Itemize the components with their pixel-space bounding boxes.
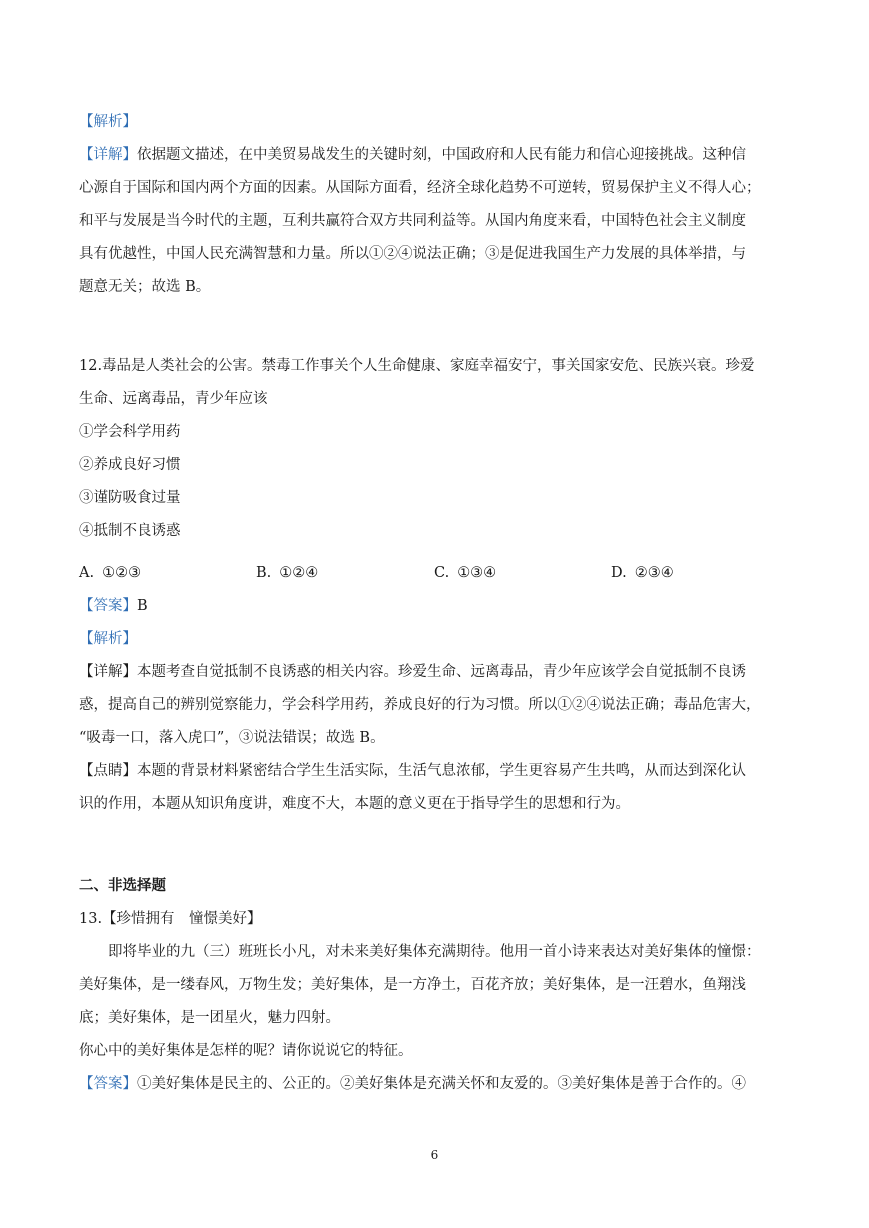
option-c: C. ①③④ <box>434 565 497 581</box>
q12-comment-line-2: 识的作用，本题从知识角度讲，难度不大，本题的意义更在于指导学生的思想和行为。 <box>79 796 630 812</box>
q13-title: 13.【珍惜拥有 憧憬美好】 <box>79 911 262 927</box>
q12-comment-line-1: 【点睛】本题的背景材料紧密结合学生生活实际，生活气息浓郁，学生更容易产生共鸣，从而达到深化认 <box>79 763 746 779</box>
q12-detail-line-3: “吸毒一口，落入虎口”，③说法错误；故选 B。 <box>79 730 385 746</box>
detail-line-3: 和平与发展是当今时代的主题，互利共赢符合双方共同利益等。从国内角度来看，中国特色社会主义制度 <box>79 213 746 229</box>
q12-answer-analysis <box>79 590 794 821</box>
question-12 <box>79 350 794 548</box>
q12-stem-line-1: 12.毒品是人类社会的公害。禁毒工作事关个人生命健康、家庭幸福安宁，事关国家安危、民族兴衰。珍爱 <box>79 358 755 374</box>
q12-detail-line-1: 【详解】本题考查自觉抵制不良诱惑的相关内容。珍爱生命、远离毒品，青少年应该学会自觉抵制不良诱 <box>79 664 746 680</box>
q13-para-line-1: 即将毕业的九（三）班班长小凡，对未来美好集体充满期待。他用一首小诗来表达对美好集体的憧憬： <box>108 944 761 960</box>
q12-item-3: ③谨防吸食过量 <box>79 490 181 506</box>
detail-label: 【详解】 <box>79 664 137 680</box>
option-a: A. ①②③ <box>79 565 142 581</box>
q13-question: 你心中的美好集体是怎样的呢？请你说说它的特征。 <box>79 1043 413 1059</box>
detail-line-4: 具有优越性，中国人民充满智慧和力量。所以①②④说法正确；③是促进我国生产力发展的具体举措，与 <box>79 246 746 262</box>
q13-para-line-3: 底；美好集体，是一团星火，魅力四射。 <box>79 1010 340 1026</box>
option-d: D. ②③④ <box>611 565 674 581</box>
detail-line-2: 心源自于国际和国内两个方面的因素。从国际方面看，经济全球化趋势不可逆转，贸易保护主义不得人心； <box>79 180 761 196</box>
q12-item-1: ①学会科学用药 <box>79 424 181 440</box>
q11-analysis <box>79 106 794 304</box>
section-title: 二、非选择题 <box>79 878 166 894</box>
page-number: 6 <box>430 1148 439 1162</box>
answer-label: 【答案】 <box>79 598 137 614</box>
q12-detail-line-2: 惑，提高自己的辨别觉察能力，学会科学用药，养成良好的行为习惯。所以①②④说法正确；毒品危害大， <box>79 697 761 713</box>
comment-label: 【点睛】 <box>79 763 137 779</box>
analysis-label: 【解析】 <box>79 114 137 130</box>
detail-label: 【详解】 <box>79 147 137 163</box>
q13-para-line-2: 美好集体，是一缕春风，万物生发；美好集体，是一方净土，百花齐放；美好集体，是一汪碧水，鱼翔浅 <box>79 977 746 993</box>
q13-answer: 【答案】①美好集体是民主的、公正的。②美好集体是充满关怀和友爱的。③美好集体是善于合作的。④ <box>79 1076 746 1092</box>
q12-stem-line-2: 生命、远离毒品，青少年应该 <box>79 391 268 407</box>
q12-item-4: ④抵制不良诱惑 <box>79 523 181 539</box>
option-b: B. ①②④ <box>256 565 319 581</box>
detail-line-5: 题意无关；故选 B。 <box>79 279 211 295</box>
section-2 <box>79 870 794 1101</box>
q12-item-2: ②养成良好习惯 <box>79 457 181 473</box>
q12-answer: 【答案】B <box>79 598 148 614</box>
q12-analysis-label: 【解析】 <box>79 631 137 647</box>
detail-line-1: 【详解】依据题文描述，在中美贸易战发生的关键时刻，中国政府和人民有能力和信心迎接挑战。这种信 <box>79 147 746 163</box>
answer-label: 【答案】 <box>79 1076 137 1092</box>
q12-options <box>79 557 794 590</box>
